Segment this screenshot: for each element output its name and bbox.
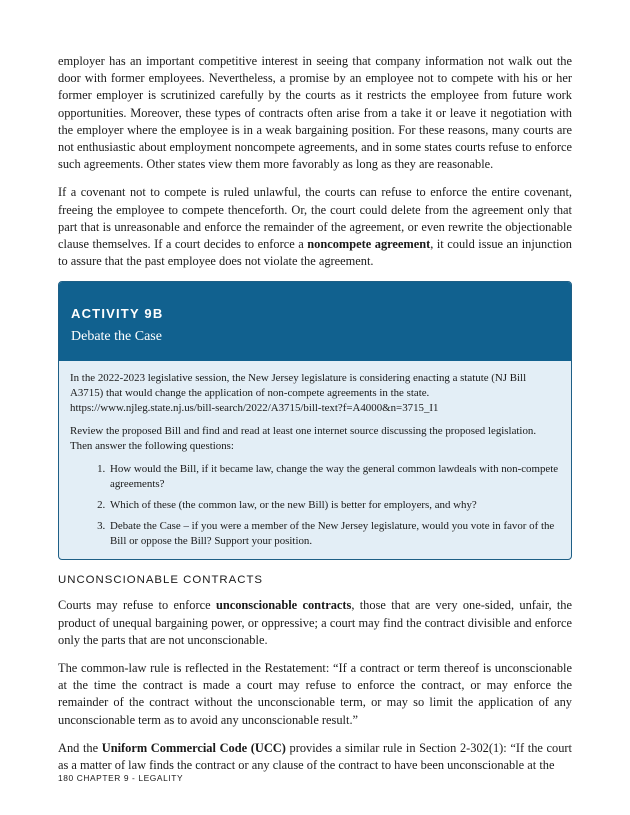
activity-title: Debate the Case <box>71 329 162 345</box>
activity-box <box>58 281 572 560</box>
section-heading: UNCONSCIONABLE CONTRACTS <box>58 574 264 587</box>
paragraph-text: , those that are very one-sided, unfair, the product of unequal bargaining power, or oppressive; a court may find the contract divisible and enforce only the parts that are not unconscionable. <box>58 598 573 647</box>
activity-label: ACTIVITY 9B <box>71 306 164 322</box>
paragraph-employer-interest: employer has an important competitive interest in seeing that company information not walk out the door with former employees. Nevertheless, a promise by an employee not to compete with his or her former employer is scrutinized carefully by the courts as it restricts the employee from future work opportunities. Moreover, these types of contracts often arise from a take it or leave it negotiation with the employer where the employee is in a weak bargaining position. For these reasons, many courts are not enthusiastic about employment noncompete agreements, and in some states courts refuse to enforce such agreements. Other states view them more favorably as long as they are reasonable. <box>58 54 572 172</box>
activity-question-list <box>70 462 559 549</box>
activity-question-3: 3. Debate the Case – if you were a member of the New Jersey legislature, would you vote in favor of the Bill or oppose the Bill? Support your position. <box>108 519 559 549</box>
paragraph-ucc <box>58 740 572 774</box>
activity-question-1: 1. How would the Bill, if it became law, change the way the general common lawdeals with non-compete agreements? <box>108 462 559 492</box>
bold-term-ucc: Uniform Commercial Code (UCC) <box>101 740 286 755</box>
activity-header <box>59 282 571 361</box>
activity-instructions: Review the proposed Bill and find and read at least one internet source discussing the proposed legislation. Then answer the following questions: <box>70 425 537 453</box>
page-content <box>58 53 572 785</box>
paragraph-text: provides a similar rule in Section 2-302(1): “If the court as a matter of law finds the contract or any clause of the contract to have been unconscionable at the <box>58 740 572 773</box>
paragraph-text: And the <box>58 740 102 755</box>
paragraph-text: Courts may refuse to enforce <box>58 598 216 613</box>
paragraph-text: , it could issue an injunction to assure that the past employee does not violate the agreement. <box>58 237 572 269</box>
page-footer: 180 CHAPTER 9 - LEGALITY <box>58 773 184 783</box>
activity-body <box>59 361 571 559</box>
paragraph-unconscionable-contracts <box>58 597 572 649</box>
bold-term-unconscionable-contracts: unconscionable contracts <box>215 598 352 613</box>
paragraph-covenant-not-to-compete <box>58 184 572 270</box>
paragraph-restatement: The common-law rule is reflected in the Restatement: “If a contract or term thereof is unconscionable at the time the contract is made a court may refuse to enforce the contract, or may enforce the remainder of the contract without the unconscionable term, or may so limit the application of any unconscionable term as to avoid any unconscionable result.” <box>58 661 572 727</box>
paragraph-text: If a covenant not to compete is ruled unlawful, the courts can refuse to enforce the entire covenant, freeing the employee to compete thenceforth. Or, the court could delete from the agreement only that part that is unreasonable and enforce the remainder of the agreement, or even rewrite the objectionable clause themselves. If a court decides to enforce a <box>58 185 572 252</box>
bold-term-noncompete-agreement: noncompete agreement <box>307 237 431 252</box>
activity-question-2: 2. Which of these (the common law, or the new Bill) is better for employers, and why? <box>108 498 559 513</box>
activity-intro: In the 2022-2023 legislative session, the New Jersey legislature is considering enacting a statute (NJ Bill A3715) that would change the application of non-compete agreements in the state. https://www.njleg.state.nj.us/bill-search/2022/A3715/bill-text?f=A4000&n=3715_I1 <box>70 372 527 415</box>
